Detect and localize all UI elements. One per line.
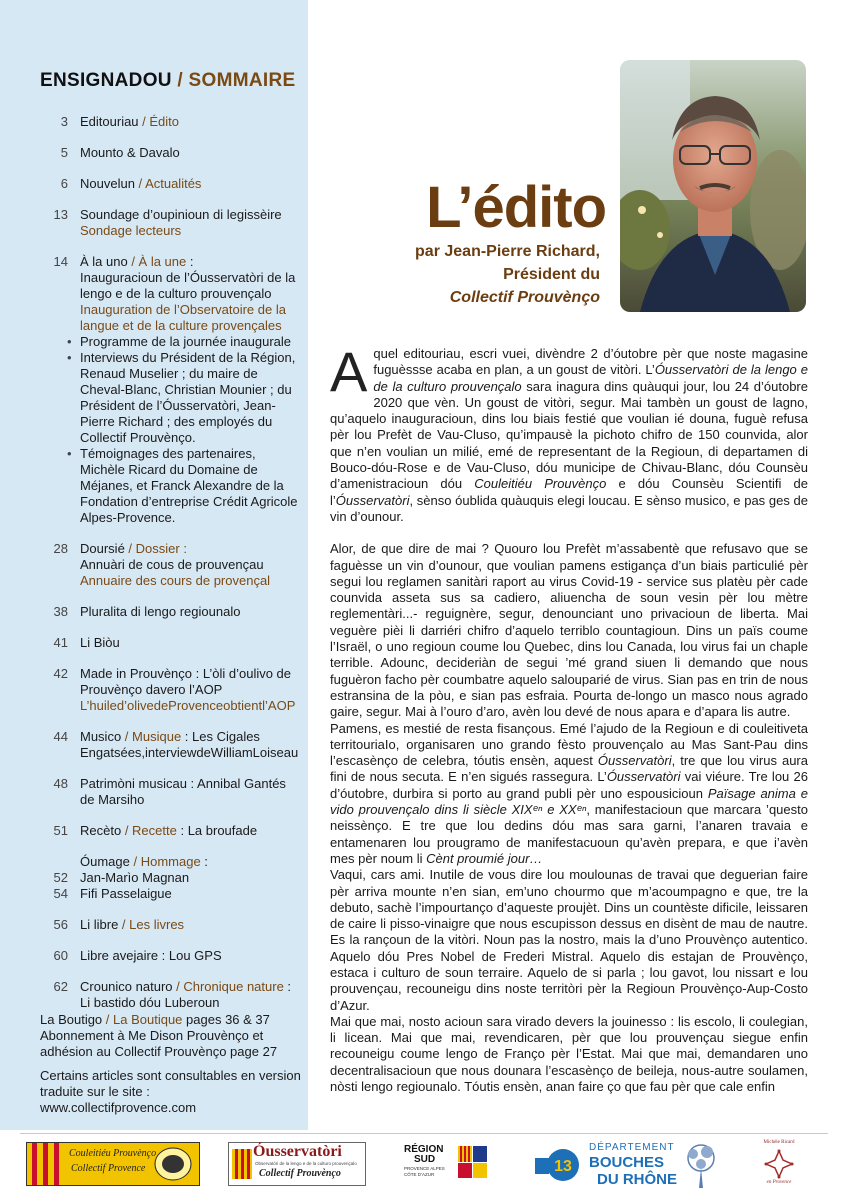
paragraph: Mai que mai, nosto acioun sara virado devers la jouinesso : lis escolo, li coulegian, li licean. Mai que mai, revendicaren, pèr que lou prouvençau siegue enfin recouneigu coume lengo de Franço pèr l’Estat. Mai que mai, demandaren uno decentralisacioun que nous dounara l’escasènço de beileja, nous-autre soulamen, nòsti lengo regiounalo. Tóutis ensèn, anan faire ço que fau pèr que cale enfin xyxy=(330,1013,808,1095)
ousservatori-logo[interactable]: Óusservatòri Observatòri de la lengo e de la culturo prouvençalo Collectif Prouvènço xyxy=(228,1142,366,1186)
author-portrait xyxy=(620,60,806,312)
article-body xyxy=(330,340,808,1095)
seal-icon xyxy=(153,1146,193,1182)
svg-text:13: 13 xyxy=(554,1158,572,1175)
edito-title: L’édito xyxy=(426,175,606,240)
boutique-line: La Boutigo / La Boutique pages 36 & 37 Abonnement à Me Dison Prouvènço et adhésion au Collectif Prouvènço page 27 xyxy=(40,1012,278,1059)
list-item: • Interviews du Président de la Région, Renaud Muselier ; du maire de Cheval-Blanc, Christian Mounier ; du Président de l’Óusservatòri, Jean-Pierre Richard ; des employés du Collectif Prouvènço. xyxy=(80,350,298,446)
summary-item-made-in[interactable]: 42 Made in Prouvènço : L’òli d’oulivo de Prouvènço davero l’AOP L’huiled’olivedeProvenceobtientl’AOP xyxy=(53,666,296,713)
provence-flag-icon xyxy=(232,1149,252,1179)
summary-item-gps[interactable]: 60 Libre avejaire : Lou GPS xyxy=(53,948,222,963)
summary-item-receto[interactable]: 51 Recèto / Recette : La broufade xyxy=(53,823,258,838)
summary-item-soundage[interactable]: 13 Soundage d’oupinioun di legissèire Sondage lecteurs xyxy=(53,207,282,238)
summary-footer xyxy=(40,1012,302,1124)
summary-item-hommage[interactable]: Óumage / Hommage : 52 Jan-Marìo Magnan 54 Fifi Passelaigue xyxy=(53,854,208,901)
bouches-du-rhone-logo[interactable]: 13 DÉPARTEMENT BOUCHES DU RHÔNE xyxy=(535,1142,725,1190)
list-item: • Témoignages des partenaires, Michèle Ricard du Domaine de Méjanes, et Franck Alexandre de la Fondation d’entreprise Crédit Agricole Alpes-Provence. xyxy=(80,446,298,526)
olive-tree-icon xyxy=(679,1142,723,1188)
summary-item-mounto[interactable]: 5 Mounto & Davalo xyxy=(60,145,180,160)
summary-item-patrimoni[interactable]: 48 Patrimòni musicau : Annibal Gantés de Marsiho xyxy=(53,776,286,807)
summary-item-nouvelun[interactable]: 6 Nouvelun / Actualités xyxy=(60,176,202,191)
edito-byline: par Jean-Pierre Richard, Président du Collectif Prouvènço xyxy=(415,243,600,306)
department-13-icon xyxy=(535,1144,581,1186)
drop-cap: A xyxy=(330,340,368,403)
summary-title: ENSIGNADOU / SOMMAIRE xyxy=(40,70,296,91)
paragraph: Alor, de que dire de mai ? Quouro lou Prefèt m’assabentè que refusavo que se faguèsse un vin d’ounour, que voulian pamens estigança d’un biais particulié pèr segui lou reglamen sanitàri raport au virus Covid-19 - service sus platèu pèr cade counvida asseta sus sa cadiero, aliuencha de soun vesin pèr lou mètre reglementàri...- reguignère, segur, denounciant uno privacioun de liberta. Mai veguère pièi li darriéri chifro d’aquelo terriblo countagioun. Dins un païs coume l’Israël, o uno regioun coume lou Quebec, dins lou Canada, lou virus fai un chaple terrible. Adounc, decideriàn de segui ’mé grand siuen li demando que nous fuguèron facho pèr coumbatre aquelo salouparié de virus. Sian pas en trin de nous estransina de la pòu, e sian pas esfraia. Pourta de-longo un masco nous agrado gaire, segur. Mai à l’ouro d’aro, avèn lou devé de nous apara e d’apara lis autre. xyxy=(330,541,808,720)
provence-flag-icon xyxy=(27,1143,67,1185)
paragraph: Vaqui, cars ami. Inutile de vous dire lou moulounas de travai que deguerian faire pèr arriva mounte n’en sian, em’uno chourmo que m’acoumpagno e que, tre la debuto, sachè l’impourtanço d’aqueste proujèt. Dins un countèste dificile, leissaren de caire li pisso-vinaigre que nous escupisson dessus en disènt de mau de nautre. Es la rançoun de la vitòri. Noun pas la nostro, mais la d’uno Prouvènço autentico. Aquelo dóu Pres Nobel de Frederi Mistral. Aquelo dis estajan de Prouvènço, estaca i culturo de soun terraire. Aquelo de si parla ; lou gavot, lou nissart e lou prouvençau, recouneigu dins noste territòri pèr la Regioun Prouvènço-Aup-Costo d’Azur. xyxy=(330,867,808,1013)
summary-item-biou[interactable]: 41 Li Biòu xyxy=(53,635,120,650)
summary-item-dossier[interactable]: 28 Doursié / Dossier : Annuàri de cous de prouvençau Annuaire des cours de provençal xyxy=(53,541,271,588)
summary-item-crounico[interactable]: 62 Crounico naturo / Chronique nature : Li bastido dóu Luberoun xyxy=(53,979,292,1010)
summary-item-pluralita[interactable]: 38 Pluralita di lengo regiounalo xyxy=(53,604,241,619)
partner-logos xyxy=(0,1134,848,1200)
summary-item-une[interactable]: 14 À la uno / À la une : Inauguracioun de l’Óusservatòri de la lengo e de la culturo prouvençalo Inauguration de l’Observatoire de la langue et de la culture provençales • Programme de la journée inaugurale • Interviews du Président de la Région, Renaud Muselier ; du maire de Cheval-Blanc, Christian Mounier ; du Président de l’Óusservatòri, Jean-Pierre Richard ; des employés du Collectif Prouvènço. • Témoignages des partenaires, Michèle Ricard du Domaine de Méjanes, et Franck Alexandre de la Fondation d’entreprise Crédit Agricole Alpes-Provence. xyxy=(40,254,298,526)
portrait-image xyxy=(620,60,806,312)
summary-item-edito[interactable]: 3 Editouriau / Édito xyxy=(60,114,180,129)
occitan-cross-icon xyxy=(764,1149,794,1179)
summary-item-musico[interactable]: 44 Musico / Musique : Les Cigales Engatsées,interviewdeWilliamLoiseau xyxy=(53,729,299,760)
couleitieu-logo[interactable]: Couleitiéu Prouvènço Collectif Provence xyxy=(26,1142,200,1186)
region-sud-logo[interactable]: RÉGION SUD PROVENCE ALPES CÔTE D’AZUR xyxy=(404,1144,490,1188)
region-shield-icon xyxy=(458,1146,488,1178)
michele-ricard-logo[interactable]: Michèle Ricard en Provence xyxy=(763,1140,795,1185)
une-bullets xyxy=(80,334,298,526)
paragraph: Pamens, es mestié de resta fisançous. Emé l’ajudo de la Regioun e di couleitiveta territouriaIo, organisaren uno grando fèsto prouvençalo au Mas Sant-Pau dins l’escasènço de celebra, tóutis ensèn, aquest Óusservatòri, tre que lou virus aura fini de nous secuta. E n’en sigués rassegura. L’Óusservatòri vai viéure. Tre lou 26 d’óutobre, durbira si porto au grand publi pèr uno espousicioun Païsage anima e vido prouvençalo dins li siècle XIXᵉⁿ e XXᵉⁿ, manifestacioun que marcara ’questo neissènço. E tre que lou dedins dóu mas sara garni, l’anaren travaia e entamenaren lou prougramo de manifestacuoun qu’avèn prepara, e que i’avèn mes pèr noum li Cènt proumié jour… xyxy=(330,720,808,866)
summary-list xyxy=(40,114,298,1026)
summary-item-libre[interactable]: 56 Li libre / Les livres xyxy=(53,917,185,932)
paragraph: Aquel editouriau, escri vuei, divèndre 2 d’óutobre pèr que noste magasine fuguèssse acaba en plan, a un goust de vitòri. L’Óusservatòri de la lengo e de la culturo prouvençalo sara inagura dins quàuqui jour, lou 24 d’óutobre 2020 que vèn. Un goust de vitòri, segur. Mai tambèn un goust de lagno, qu’aquelo inauguracioun, dins lou biais festié que voulian ié douna, fuguè refusa pèr lou Prefèt de Vau-Cluso, qu’impausè la pichoto chifro de 150 counvida, alor que n’en voulian un milié, emé de representant de la Regioun, di departamen di Bouco-dóu-Rose e de Vau-Cluso, dóu municipe de Chivau-Blanc, dóu Counsèu d’amenistracioun dóu Couleitiéu Prouvènço e dóu Counsèu Scientifi de l’Óusservatòri, sènso óublida quàuquis elegi loucau. E sènso musico, e pas ges de vin d’ounour. xyxy=(330,340,808,524)
list-item: • Programme de la journée inaugurale xyxy=(80,334,298,350)
articles-note: Certains articles sont consultables en version traduite sur le site : www.collectifprovence.com xyxy=(40,1068,301,1115)
